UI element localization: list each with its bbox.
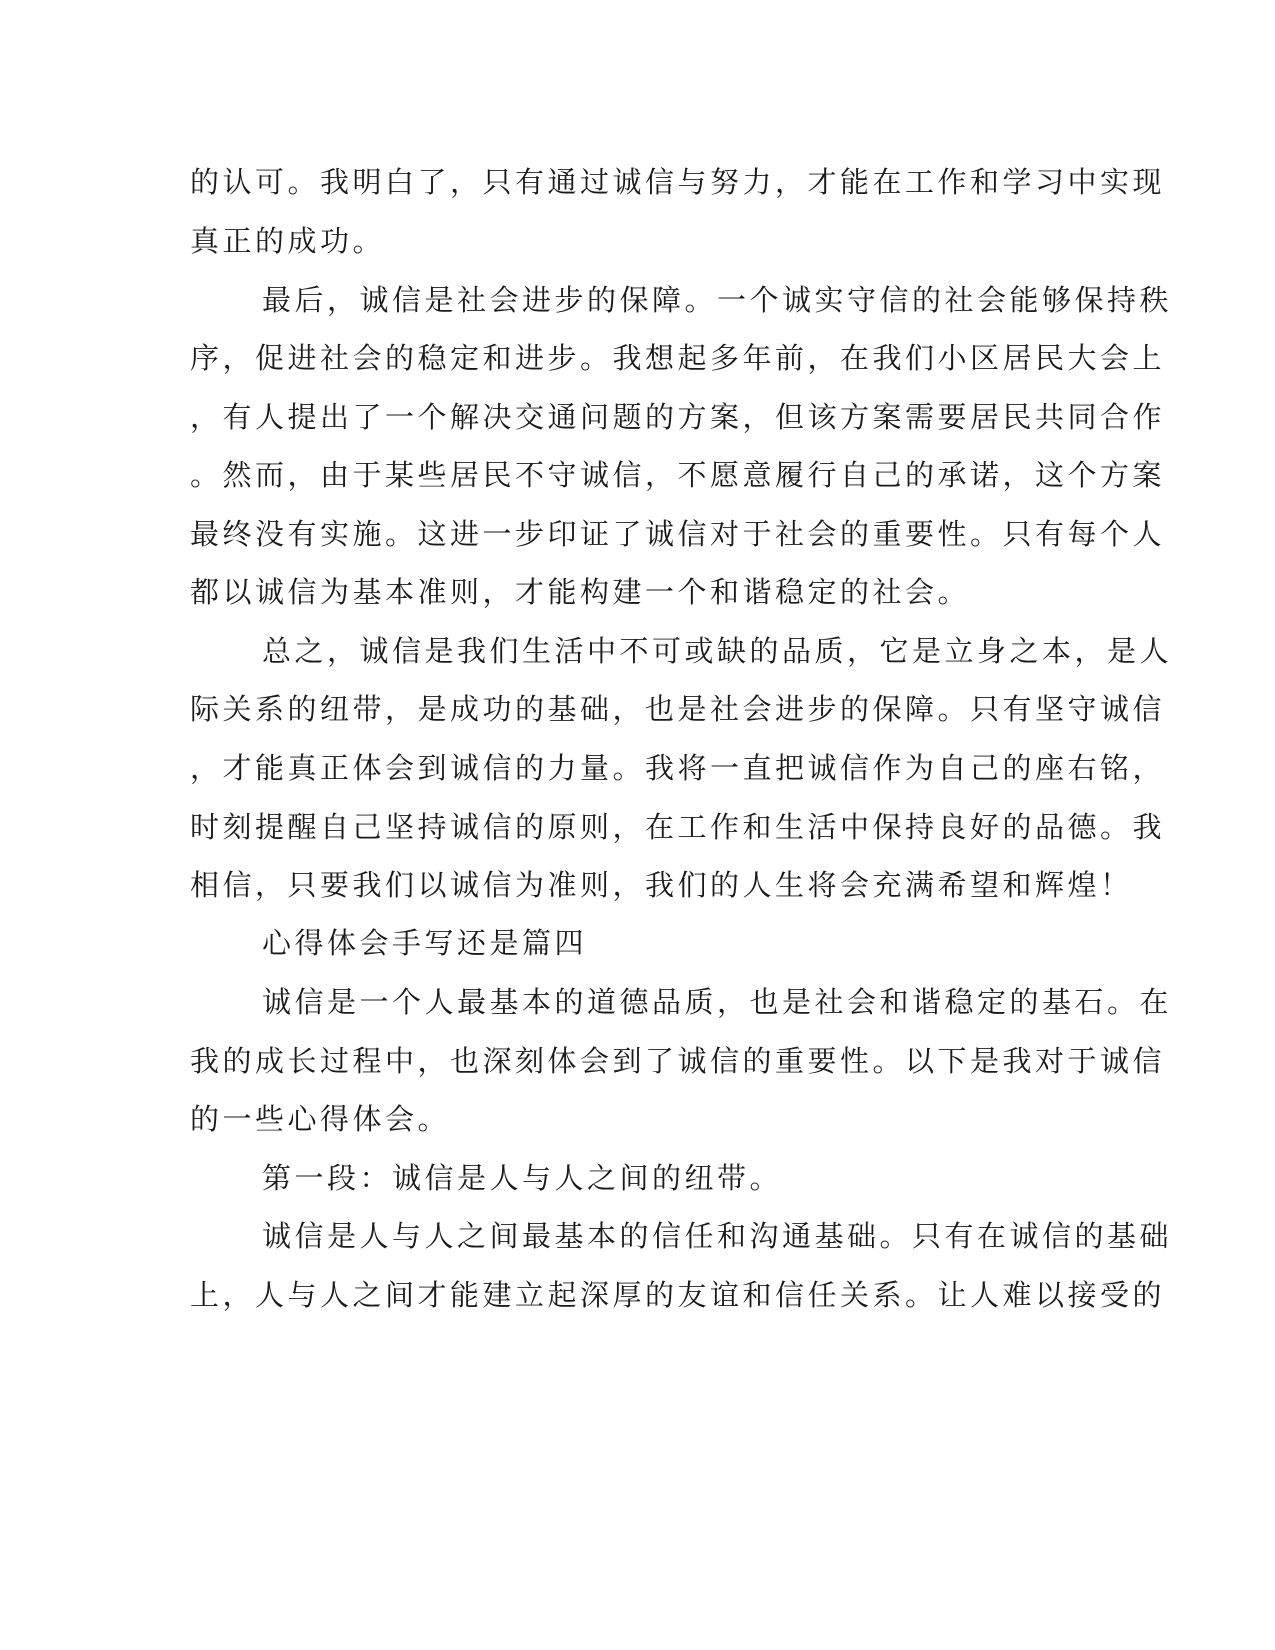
paragraph-start-line: 最后，诚信是社会进步的保障。一个诚实守信的社会能够保持秩 [262, 283, 1173, 317]
text-line: 的认可。我明白了，只有通过诚信与努力，才能在工作和学习中实现 [190, 165, 1166, 199]
text-line: 。然而，由于某些居民不守诚信，不愿意履行自己的承诺，这个方案 [190, 458, 1166, 492]
text-line: 序，促进社会的稳定和进步。我想起多年前，在我们小区居民大会上 [190, 341, 1166, 375]
text-line: 上，人与人之间才能建立起深厚的友谊和信任关系。让人难以接受的 [190, 1278, 1166, 1312]
text-line: 时刻提醒自己坚持诚信的原则，在工作和生活中保持良好的品德。我 [190, 810, 1166, 844]
text-line: 最终没有实施。这进一步印证了诚信对于社会的重要性。只有每个人 [190, 517, 1166, 551]
text-line: 真正的成功。 [190, 224, 386, 258]
section-heading: 心得体会手写还是篇四 [262, 926, 588, 960]
text-line: 的一些心得体会。 [190, 1102, 451, 1136]
paragraph-start-line: 诚信是人与人之间最基本的信任和沟通基础。只有在诚信的基础 [262, 1219, 1173, 1253]
text-line: ，才能真正体会到诚信的力量。我将一直把诚信作为自己的座右铭， [190, 751, 1166, 785]
text-line: 我的成长过程中，也深刻体会到了诚信的重要性。以下是我对于诚信 [190, 1044, 1166, 1078]
paragraph-start-line: 总之，诚信是我们生活中不可或缺的品质，它是立身之本，是人 [262, 634, 1173, 668]
paragraph-start-line: 诚信是一个人最基本的道德品质，也是社会和谐稳定的基石。在 [262, 985, 1173, 1019]
text-line: 际关系的纽带，是成功的基础，也是社会进步的保障。只有坚守诚信 [190, 692, 1166, 726]
text-line: 相信，只要我们以诚信为准则，我们的人生将会充满希望和辉煌！ [190, 868, 1133, 902]
text-line: ，有人提出了一个解决交通问题的方案，但该方案需要居民共同合作 [190, 400, 1166, 434]
text-line: 都以诚信为基本准则，才能构建一个和谐稳定的社会。 [190, 575, 971, 609]
paragraph-heading: 第一段：诚信是人与人之间的纽带。 [262, 1161, 783, 1195]
